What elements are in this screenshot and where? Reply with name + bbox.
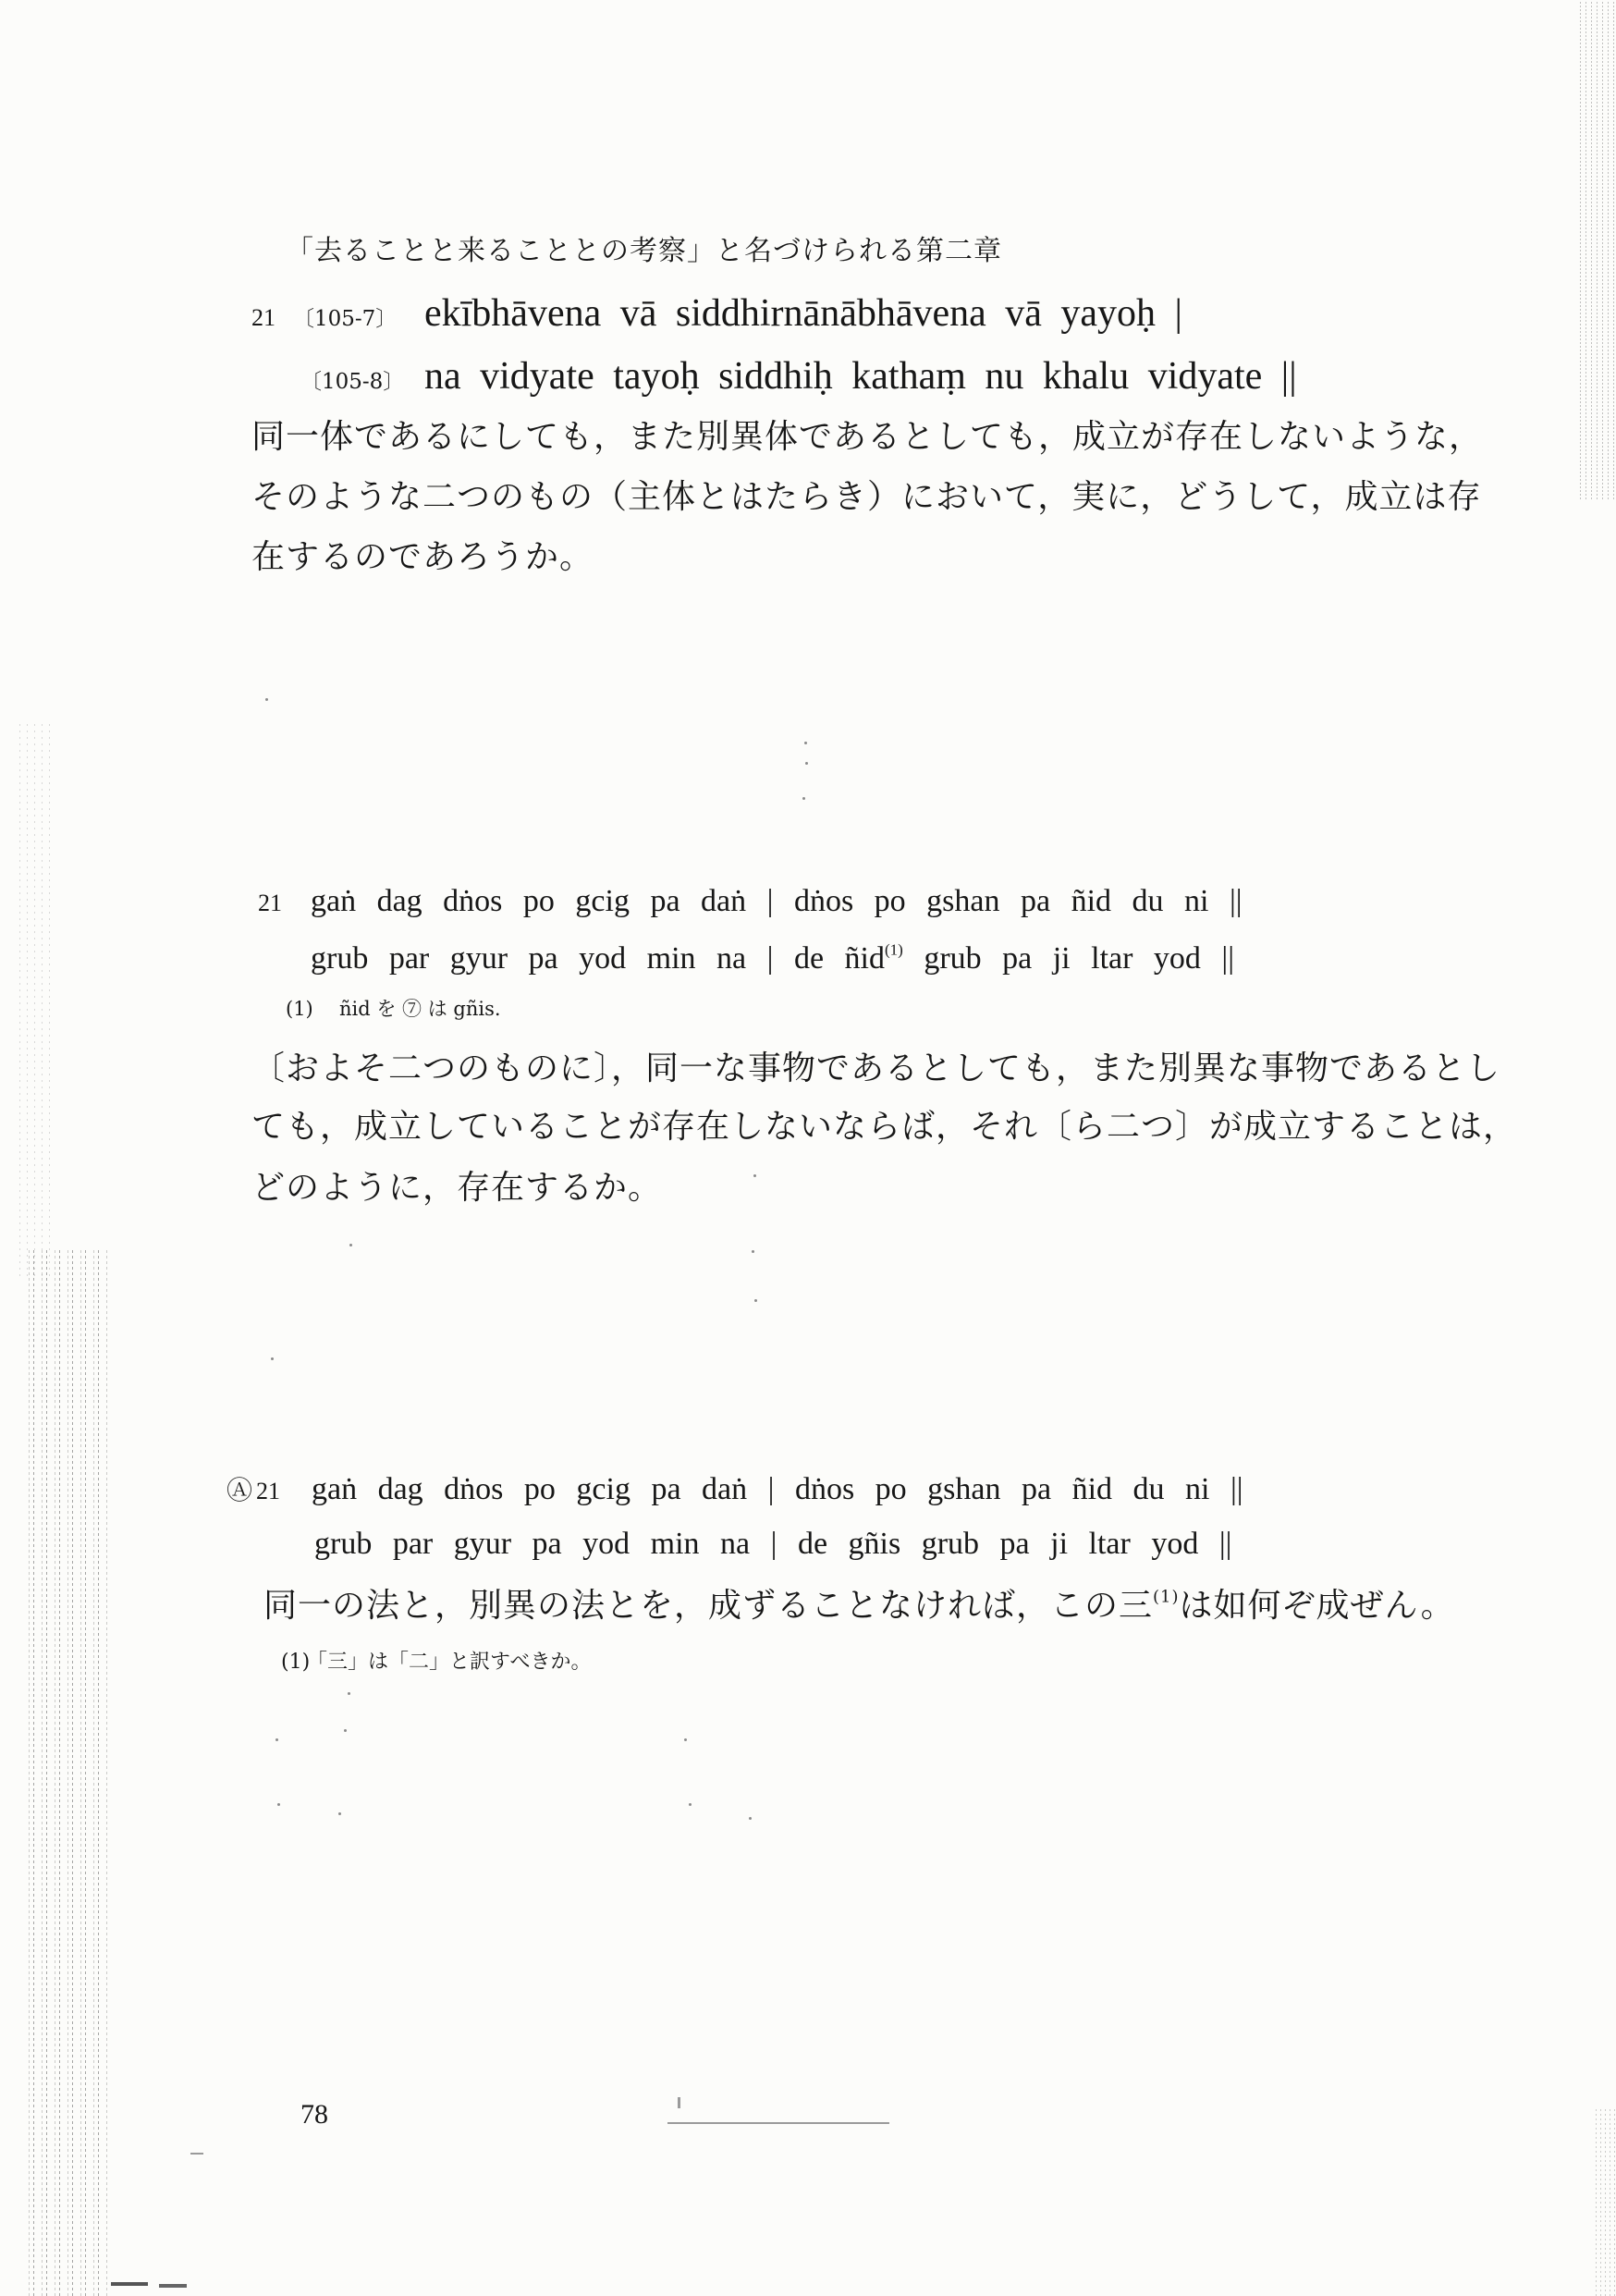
scan-corner-mark bbox=[159, 2284, 187, 2288]
scan-edge-noise-right-top bbox=[1577, 0, 1616, 499]
scan-speck bbox=[349, 1244, 352, 1246]
scan-speck bbox=[277, 1803, 280, 1806]
translation-line: ても，成立していることが存在しないならば，それ〔ら二つ〕が成立することは， bbox=[251, 1108, 1518, 1146]
page-number: 78 bbox=[300, 2099, 328, 2130]
sanskrit-verse-line-2 bbox=[300, 357, 1297, 396]
scan-edge-noise-right-bottom bbox=[1592, 2108, 1616, 2296]
footnote-text: ñid を ⑦ は gñis. bbox=[339, 998, 501, 1020]
scan-speck bbox=[344, 1729, 347, 1732]
tibetan-line-text: grub par gyur pa yod min na | de ñid bbox=[311, 941, 885, 976]
translation-line: そのような二つのもの（主体とはたらき）において，実に，どうして，成立は存 bbox=[251, 478, 1482, 516]
scan-speck bbox=[275, 1738, 278, 1741]
verse-number: 21 bbox=[256, 1478, 280, 1504]
scan-speck bbox=[348, 1692, 350, 1695]
sanskrit-line: na vidyate tayoḥ siddhiḥ kathaṃ nu khalu vidyate || bbox=[424, 355, 1297, 398]
footnote-mark: (1) bbox=[286, 998, 313, 1020]
translation-line: 〔およそ二つのものに〕，同一な事物であるとしても，また別異な事物であるとし bbox=[251, 1050, 1501, 1087]
translation-line: 在するのであろうか。 bbox=[251, 538, 594, 576]
translation-text: 同一の法と，別異の法とを，成ずることなければ，この三 bbox=[263, 1587, 1154, 1625]
tibetan-line: gaṅ dag dṅos po gcig pa daṅ | dṅos po gshan pa ñid du ni || bbox=[311, 884, 1243, 918]
scan-speck bbox=[271, 1357, 274, 1360]
siglum: Ⓐ bbox=[226, 1475, 253, 1505]
footnote-mark: (1) bbox=[281, 1651, 311, 1674]
scan-dotted-mark bbox=[667, 2122, 889, 2124]
translation-line: 同一体であるにしても，また別異体であるとしても，成立が存在しないような， bbox=[251, 418, 1484, 456]
tibetan-line-text: grub pa ji ltar yod || bbox=[902, 941, 1235, 976]
scan-edge-noise-left-faint bbox=[13, 721, 50, 1276]
version-a-verse-line-1 bbox=[226, 1474, 1243, 1505]
chapter-heading: 「去ることと来ることとの考察」と名づけられる第二章 bbox=[286, 235, 1002, 267]
footnote-text: 「三」は「二」と訳すべきか。 bbox=[307, 1651, 592, 1674]
scan-edge-noise-left bbox=[24, 1248, 107, 2296]
sanskrit-verse-line-1 bbox=[251, 294, 1182, 333]
tibetan-verse-line-1 bbox=[258, 886, 1243, 917]
scan-speck bbox=[804, 742, 807, 744]
scan-speck bbox=[190, 2153, 203, 2155]
verse-number: 21 bbox=[258, 890, 282, 916]
scan-speck bbox=[678, 2097, 680, 2108]
footnote-reference: (1) bbox=[1153, 1587, 1180, 1607]
footnote bbox=[286, 1000, 501, 1019]
scan-speck bbox=[265, 698, 268, 701]
tibetan-line: gaṅ dag dṅos po gcig pa daṅ | dṅos po gshan pa ñid du ni || bbox=[312, 1472, 1243, 1506]
scan-speck bbox=[752, 1250, 754, 1253]
tibetan-verse-line-2 bbox=[311, 940, 1235, 976]
tibetan-line: grub par gyur pa yod min na | de gñis grub pa ji ltar yod || bbox=[314, 1527, 1232, 1561]
sanskrit-line: ekībhāvena vā siddhirnānābhāvena vā yayoḥ | bbox=[424, 292, 1182, 335]
scan-speck bbox=[749, 1817, 752, 1820]
translation-line bbox=[263, 1587, 1455, 1625]
footnote bbox=[281, 1652, 592, 1673]
scan-speck bbox=[754, 1299, 757, 1302]
translation-text: は如何ぞ成ぜん。 bbox=[1179, 1587, 1455, 1625]
scan-speck bbox=[684, 1738, 687, 1741]
reference-mark: 〔105-8〕 bbox=[300, 370, 405, 394]
scan-speck bbox=[805, 762, 808, 765]
reference-mark: 〔105-7〕 bbox=[293, 307, 398, 331]
footnote-reference: (1) bbox=[884, 940, 903, 959]
scan-speck bbox=[689, 1803, 692, 1806]
translation-line: どのように，存在するか。 bbox=[251, 1169, 663, 1207]
scan-corner-mark bbox=[111, 2282, 148, 2286]
scan-speck bbox=[802, 797, 805, 800]
scan-speck bbox=[338, 1812, 341, 1815]
verse-number: 21 bbox=[251, 304, 275, 331]
scan-speck bbox=[753, 1174, 756, 1177]
